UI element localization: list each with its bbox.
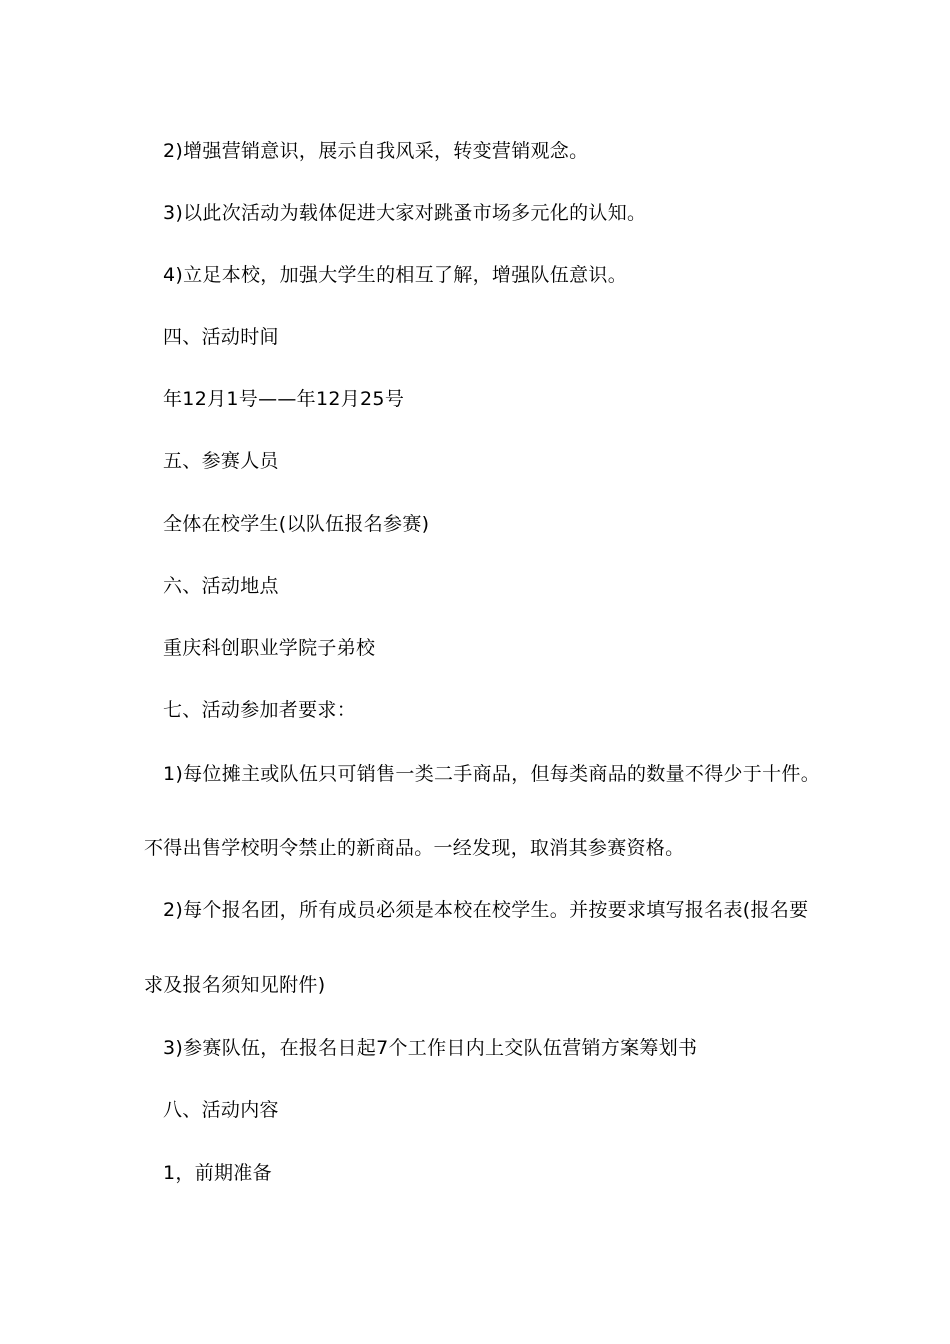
paragraph-requirement-2: 2)每个报名团，所有成员必须是本校在校学生。并按要求填写报名表(报名要 xyxy=(163,899,809,921)
section-heading-participants: 五、参赛人员 xyxy=(163,450,279,472)
paragraph-objective-3: 3)以此次活动为载体促进大家对跳蚤市场多元化的认知。 xyxy=(163,202,647,224)
paragraph-participants: 全体在校学生(以队伍报名参赛) xyxy=(163,513,430,535)
paragraph-requirement-3: 3)参赛队伍，在报名日起7个工作日内上交队伍营销方案筹划书 xyxy=(163,1037,698,1059)
paragraph-requirement-2-continued: 求及报名须知见附件) xyxy=(144,974,326,996)
section-heading-location: 六、活动地点 xyxy=(163,575,279,597)
paragraph-requirement-1-continued: 不得出售学校明令禁止的新商品。一经发现，取消其参赛资格。 xyxy=(144,837,685,859)
section-heading-time: 四、活动时间 xyxy=(163,326,279,348)
paragraph-objective-2: 2)增强营销意识，展示自我风采，转变营销观念。 xyxy=(163,140,589,162)
paragraph-content-1: 1，前期准备 xyxy=(163,1162,272,1184)
section-heading-content: 八、活动内容 xyxy=(163,1099,279,1121)
paragraph-time: 年12月1号——年12月25号 xyxy=(163,388,405,410)
paragraph-location: 重庆科创职业学院子弟校 xyxy=(163,637,376,659)
section-heading-requirements: 七、活动参加者要求： xyxy=(163,699,357,721)
paragraph-requirement-1: 1)每位摊主或队伍只可销售一类二手商品，但每类商品的数量不得少于十件。 xyxy=(163,763,821,785)
paragraph-objective-4: 4)立足本校，加强大学生的相互了解，增强队伍意识。 xyxy=(163,264,628,286)
